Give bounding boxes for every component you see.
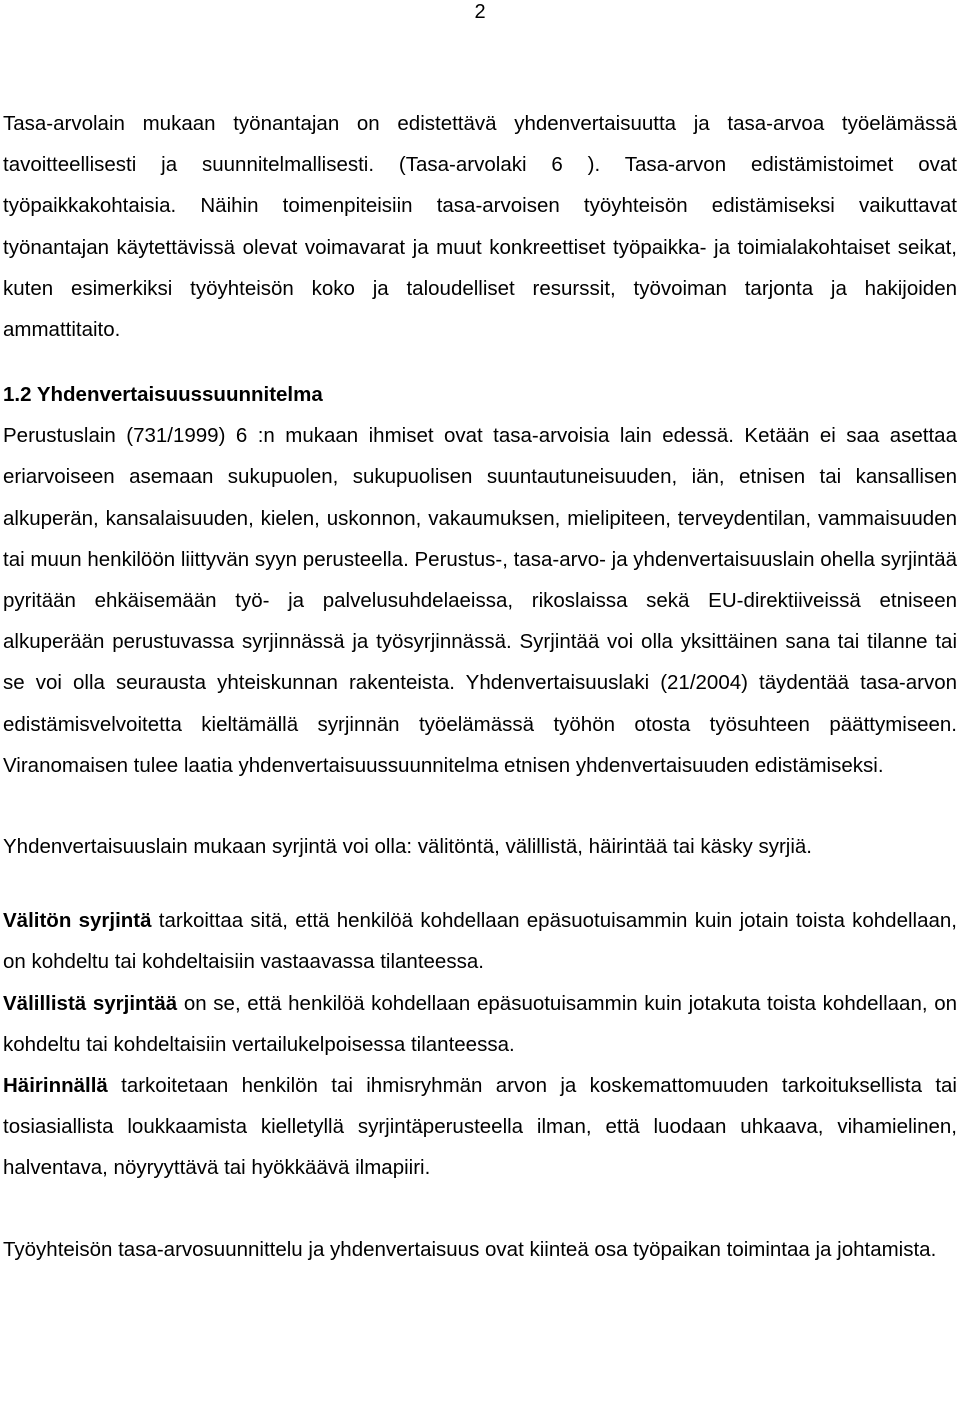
term-indirect-discrimination: Välillistä syrjintää (3, 991, 178, 1015)
term-harassment: Häirinnällä (3, 1074, 108, 1098)
term-direct-discrimination: Välitön syrjintä (3, 909, 152, 933)
paragraph-constitution: Perustuslain (731/1999) 6 :n mukaan ihmiset ovat tasa-arvoisia lain edessä. Ketään ei saa asettaa eriarvoiseen asemaan sukupuolen, sukupuolisen suuntautuneisuuden, iän, etnisen tai kansallisen alkuperän, kansalaisuuden, kielen, uskonnon, vakaumuksen, mielipiteen, terveydentilan, vammaisuuden tai muun henkilöön liittyvän syyn perusteella. Perustus-, tasa-arvo- ja yhdenvertaisuuslain ohella syrjintää pyritään ehkäisemään työ- ja palvelusuhdelaeissa, rikoslaissa sekä EU-direktiiveissä etniseen alkuperään perustuvassa syrjinnässä ja työsyrjinnässä. Syrjintää voi olla yksittäinen sana tai tilanne tai se voi olla seurausta yhteiskunnan rakenteista. Yhdenvertaisuuslaki (21/2004) täydentää tasa-arvon edistämisvelvoitetta kieltämällä syrjinnän työelämässä työhön otosta työsuhteen päättymiseen. Viranomaisen tulee laatia yhdenvertaisuussuunnitelma etnisen yhdenvertaisuuden edistämiseksi. (3, 424, 957, 777)
paragraph-harassment (3, 1065, 957, 1189)
paragraph-discrimination-types: Yhdenvertaisuuslain mukaan syrjintä voi olla: välitöntä, välillistä, häirintää tai käsky syrjiä. (3, 835, 812, 859)
document-body (3, 103, 957, 1270)
section-heading: 1.2 Yhdenvertaisuussuunnitelma (3, 383, 323, 407)
paragraph-equality-law: Tasa-arvolain mukaan työnantajan on edistettävä yhdenvertaisuutta ja tasa-arvoa työelämässä tavoitteellisesti ja suunnitelmallisesti. (Tasa-arvolaki 6 ). Tasa-arvon edistämistoimet ovat työpaikkakohtaisia. Näihin toimenpiteisiin tasa-arvoisen työyhteisön edistämiseksi vaikuttavat työnantajan käytettävissä olevat voimavarat ja muut konkreettiset työpaikka- ja toimialakohtaiset seikat, kuten esimerkiksi työyhteisön koko ja taloudelliset resurssit, työvoiman tarjonta ja hakijoiden ammattitaito. (3, 112, 957, 342)
page-number: 2 (474, 1, 486, 23)
definition-direct-discrimination: tarkoittaa sitä, että henkilöä kohdellaan epäsuotuisammin kuin jotain toista kohdellaan, on kohdeltu tai kohdeltaisiin vastaavassa tilanteessa. (3, 909, 957, 974)
definition-harassment: tarkoitetaan henkilön tai ihmisryhmän arvon ja koskemattomuuden tarkoituksellista tai tosiasiallista loukkaamista kielletyllä syrjintäperusteella ilman, että luodaan uhkaava, vihamielinen, halventava, nöyryyttävä tai hyökkäävä ilmapiiri. (3, 1074, 957, 1180)
paragraph-direct-discrimination (3, 900, 957, 982)
paragraph-indirect-discrimination (3, 983, 957, 1065)
paragraph-workplace-planning: Työyhteisön tasa-arvosuunnittelu ja yhdenvertaisuus ovat kiinteä osa työpaikan toimintaa ja johtamista. (3, 1237, 937, 1261)
definition-indirect-discrimination: on se, että henkilöä kohdellaan epäsuotuisammin kuin jotakuta toista kohdellaan, on kohdeltu tai kohdeltaisiin vertailukelpoisessa tilanteessa. (3, 991, 958, 1056)
